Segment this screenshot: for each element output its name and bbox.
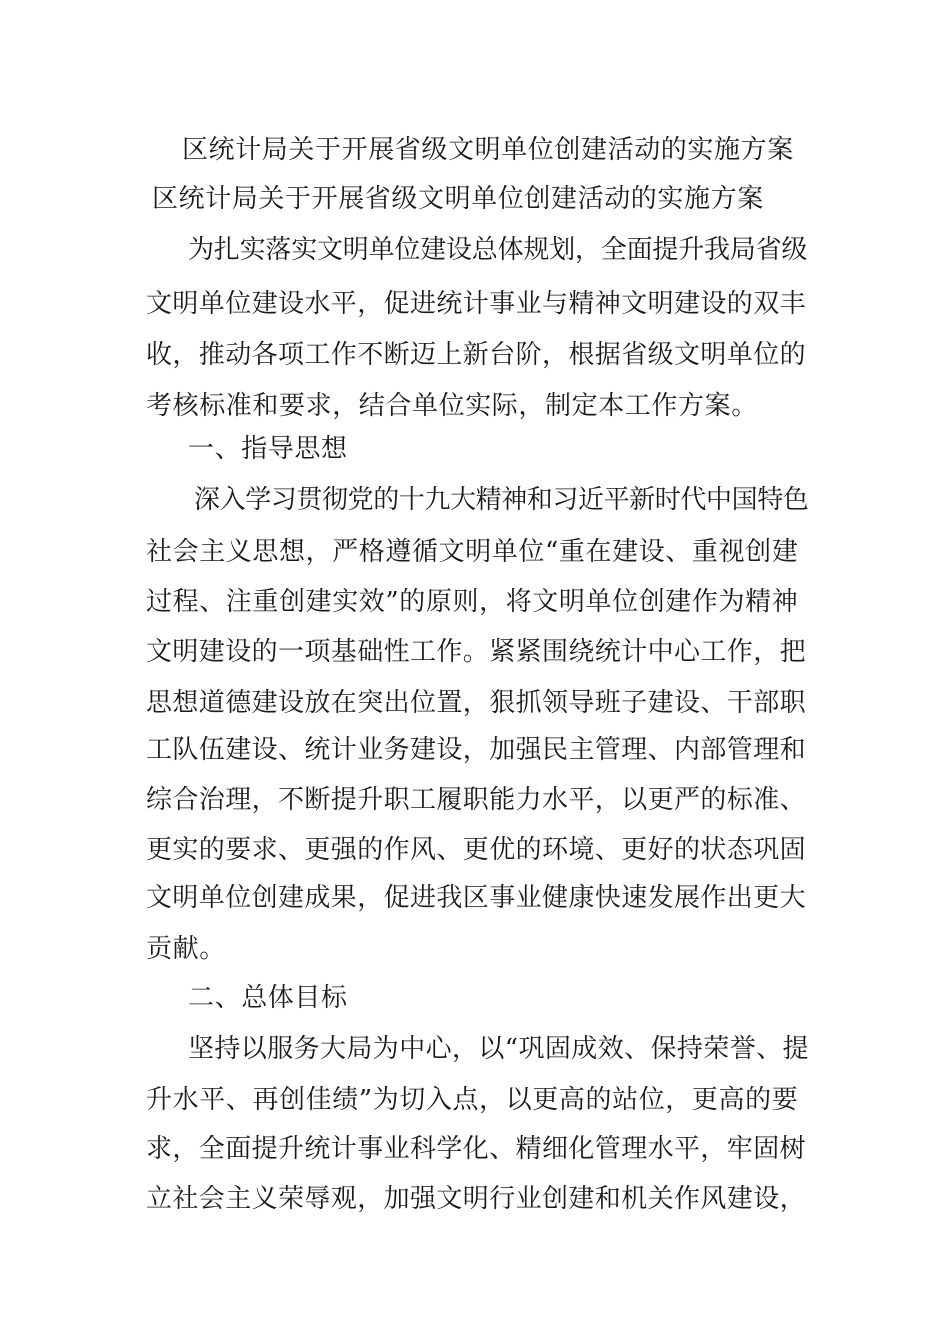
paragraph-line: 文明建设的一项基础性工作。紧紧围绕统计中心工作，把	[146, 637, 807, 667]
paragraph-line: 升水平、再创佳绩”为切入点，以更高的站位，更高的要	[146, 1085, 799, 1115]
paragraph-line: 思想道德建设放在突出位置，狠抓领导班子建设、干部职	[146, 688, 807, 718]
paragraph-line: 工队伍建设、统计业务建设，加强民主管理、内部管理和	[146, 735, 807, 765]
intro-line: 文明单位建设水平，促进统计事业与精神文明建设的双丰	[146, 289, 807, 319]
intro-line: 为扎实落实文明单位建设总体规划，全面提升我局省级	[188, 235, 808, 265]
section-heading-guiding-thought: 一、指导思想	[188, 434, 348, 464]
paragraph-line: 综合治理，不断提升职工履职能力水平，以更严的标准、	[146, 785, 807, 815]
paragraph-line: 坚持以服务大局为中心，以“巩固成效、保持荣誉、提	[188, 1034, 809, 1064]
paragraph-line: 文明单位创建成果，促进我区事业健康快速发展作出更大	[146, 883, 807, 913]
intro-line: 考核标准和要求，结合单位实际，制定本工作方案。	[146, 391, 758, 421]
paragraph-line: 社会主义思想，严格遵循文明单位“重在建设、重视创建	[146, 537, 799, 567]
paragraph-line: 求，全面提升统计事业科学化、精细化管理水平，牢固树	[146, 1134, 807, 1164]
paragraph-line: 更实的要求、更强的作风、更优的环境、更好的状态巩固	[146, 835, 807, 865]
document-title: 区统计局关于开展省级文明单位创建活动的实施方案	[182, 135, 794, 165]
paragraph-line: 过程、注重创建实效”的原则，将文明单位创建作为精神	[146, 587, 799, 617]
paragraph-line: 深入学习贯彻党的十九大精神和习近平新时代中国特色	[194, 485, 809, 515]
paragraph-line: 立社会主义荣辱观，加强文明行业创建和机关作风建设，	[146, 1184, 807, 1214]
paragraph-line: 贡献。	[146, 934, 226, 964]
intro-line: 收，推动各项工作不断迈上新台阶，根据省级文明单位的	[146, 340, 807, 370]
document-subtitle: 区统计局关于开展省级文明单位创建活动的实施方案	[152, 184, 764, 214]
section-heading-overall-goal: 二、总体目标	[188, 983, 348, 1013]
